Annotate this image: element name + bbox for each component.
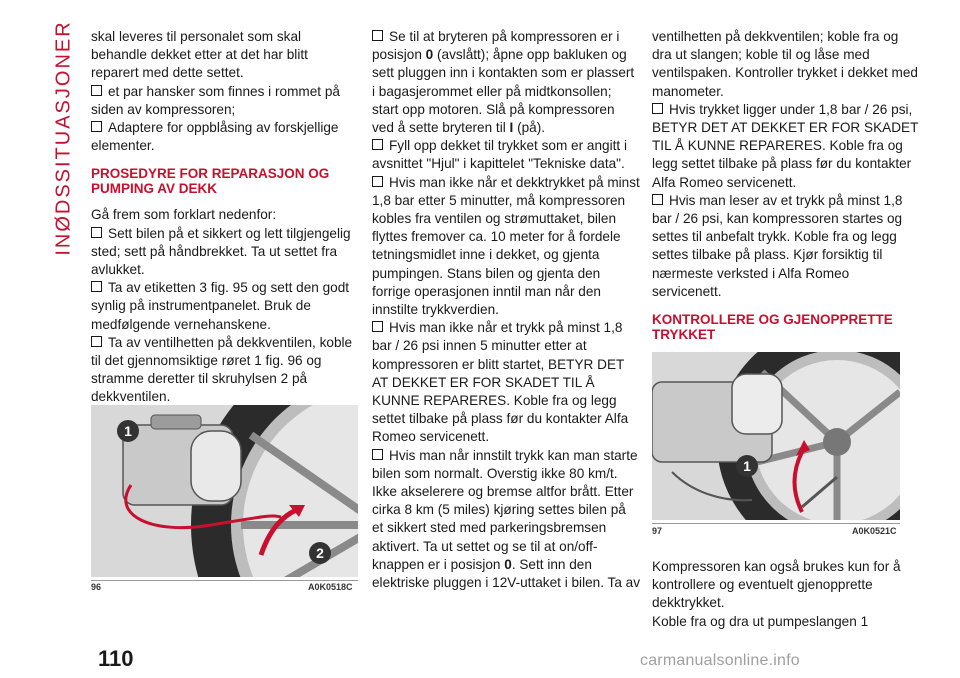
section-title-text: INØDSSITUASJONER [52, 20, 75, 256]
figure-96 [91, 405, 358, 577]
figure-97-caption-rule [652, 523, 900, 524]
figure-96-label-2: 2 [316, 545, 324, 561]
checkbox-bullet-icon [372, 139, 383, 150]
figure-97 [652, 352, 900, 520]
checkbox-bullet-icon [372, 321, 383, 332]
checkbox-bullet-icon [652, 194, 663, 205]
figure-96-caption-rule [91, 580, 358, 581]
section-heading: PROSEDYRE FOR REPARASJON OG PUMPING AV DEKK [91, 166, 330, 196]
checkbox-bullet-icon [91, 85, 102, 96]
checkbox-bullet-icon [91, 121, 102, 132]
checkbox-bullet-icon [372, 449, 383, 460]
col1-paragraph-2: Gå frem som forklart nedenfor: [91, 207, 277, 223]
figure-96-label-1: 1 [124, 423, 132, 439]
checkbox-bullet-icon [652, 103, 663, 114]
section-title [44, 20, 84, 256]
column-3 [652, 28, 920, 352]
col2-bullet-3: Hvis man ikke når et dekktrykket på minst 1,8 bar etter 5 minutter, må kompressoren kobles fra ventilen og strømuttaket, bilen flyttes fremover ca. 10 meter for å fordele tetningsmidlet inne i dekket, og gjenta pumpingen. Stans bilen og gjenta den forrige operasjonen inntil man når den innstilte trykkverdien. [372, 174, 640, 318]
col3-paragraph-3: Koble fra og dra ut pumpeslangen 1 [652, 613, 869, 629]
figure-97-illustration [652, 352, 900, 520]
column-2 [372, 28, 640, 592]
figure-96-code: A0K0518C [308, 582, 353, 592]
watermark: carmanualsonline.info [640, 652, 800, 669]
column-1 [91, 28, 359, 407]
checkbox-bullet-icon [91, 227, 102, 238]
col1-paragraph-1: skal leveres til personalet som skal behandle dekket etter at det har blitt reparert med dette settet. [91, 29, 308, 81]
col1-bullet-5: Ta av ventilhetten på dekkventilen, koble til det gjennomsiktige røret 1 fig. 96 og stramme deretter til skruhylsen 2 på dekkventilen. [91, 334, 353, 405]
figure-96-illustration [91, 405, 358, 577]
checkbox-bullet-icon [372, 30, 383, 41]
figure-96-number: 96 [91, 582, 102, 592]
figure-97-code: A0K0521C [852, 526, 897, 536]
checkbox-bullet-icon [91, 336, 102, 347]
figure-97-number: 97 [652, 526, 663, 536]
col1-bullet-3: Sett bilen på et sikkert og lett tilgjengelig sted; sett på håndbrekket. Ta ut settet fra avlukket. [91, 225, 351, 278]
col1-bullet-4: Ta av etiketten 3 fig. 95 og sett den godt synlig på instrumentpanelet. Bruk de medfølgende vernehanskene. [91, 280, 350, 332]
page-number: 110 [98, 646, 134, 671]
col1-bullet-2: Adaptere for oppblåsing av forskjellige elementer. [91, 120, 339, 154]
col3-paragraph-2: Kompressoren kan også brukes kun for å kontrollere og eventuelt gjenopprette dekktrykket. [652, 559, 901, 611]
col2-bullet-4: Hvis man ikke når et trykk på minst 1,8 bar / 26 psi innen 5 minutter etter at kompressoren er blitt startet, BETYR DET AT DEKKET ER FOR SKADET TIL Å KUNNE REPARERES. Koble fra og legg settet tilbake på plass før du kontakter Alfa Romeo servicenett. [372, 320, 629, 445]
figure-97-label-1: 1 [743, 458, 751, 474]
checkbox-bullet-icon [91, 281, 102, 292]
col2-bullet-2: Fyll opp dekket til trykket som er angitt i avsnittet "Hjul" i kapittelet "Tekniske data". [372, 138, 627, 172]
col2-bullet-5: Hvis man når innstilt trykk kan man starte bilen som normalt. Overstig ikke 80 km/t. Ikke akselerere og bremse altfor brått. Etter cirka 8 km (5 miles) kjøring settes bilen på et sikkert sted med parkeringsbremsen aktivert. Ta ut settet og se til at on/off-knappen er i posisjon 0. Sett inn den elektriske pluggen i 12V-uttaket i bilen. Ta av [372, 447, 641, 591]
col1-bullet-1: et par hansker som finnes i rommet på siden av kompressoren; [91, 83, 340, 117]
col3-bullet-1: Hvis trykket ligger under 1,8 bar / 26 psi, BETYR DET AT DEKKET ER FOR SKADET TIL Å KUNNE REPARERES. Koble fra og legg settet tilbake på plass før du kontakter Alfa Romeo servicenett. [652, 101, 919, 190]
checkbox-bullet-icon [372, 176, 383, 187]
col2-bullet-1: Se til at bryteren på kompressoren er i posisjon 0 (avslått); åpne opp bakluken og sett pluggen inn i kontakten som er plassert i bagasjerommet eller på midtkonsollen; start opp motoren. Slå på kompressoren ved å sette bryteren til I (på). [372, 29, 635, 136]
col3-paragraph-1: ventilhetten på dekkventilen; koble fra og dra ut slangen; koble til og låse med ventilspaken. Kontroller trykket i dekket med manometer. [652, 29, 918, 99]
col3-bullet-2: Hvis man leser av et trykk på minst 1,8 bar / 26 psi, kan kompressoren startes og settes til anbefalt trykk. Koble fra og legg settes tilbake på plass. Kjør forsiktig til nærmeste verksted i Alfa Romeo servicenett. [652, 192, 903, 299]
column-3-lower [652, 558, 920, 631]
section-heading: KONTROLLERE OG GJENOPPRETTE TRYKKET [652, 312, 893, 342]
